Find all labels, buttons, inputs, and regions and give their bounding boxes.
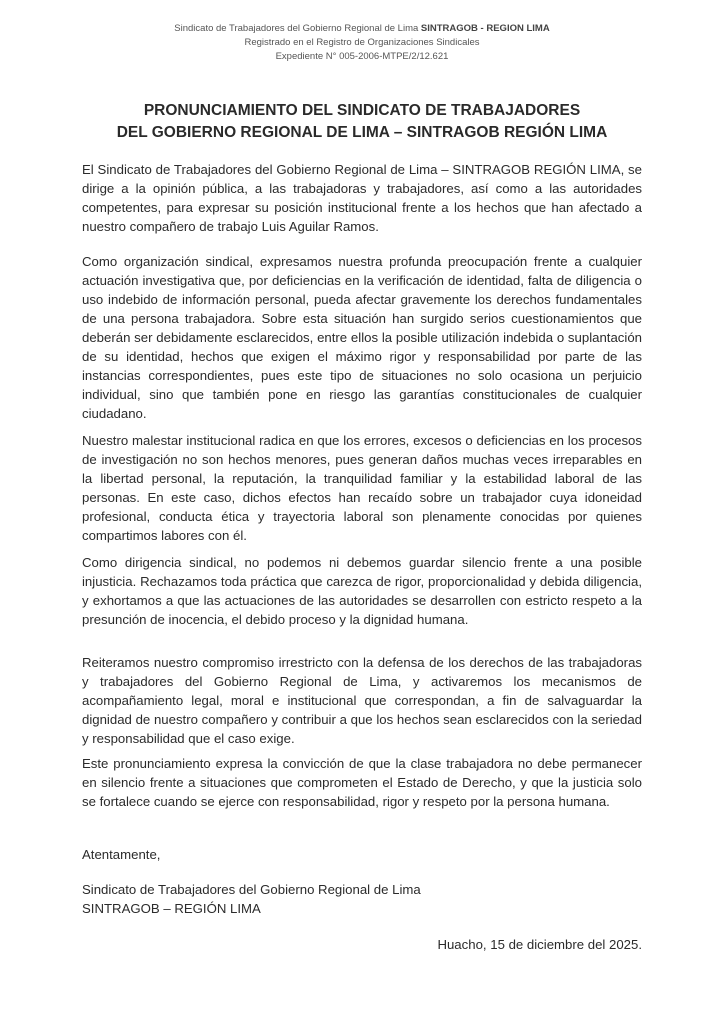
closing-salutation: Atentamente, [82,847,161,862]
paragraph-6: Este pronunciamiento expresa la convicción de que la clase trabajadora no debe permanecer en silencio frente a situaciones que comprometen el Estado de Derecho, y que la justicia solo se fortalece cuando se ejerce con responsabilidad, rigor y respeto por la persona humana. [82,756,642,809]
signature-block [82,880,421,918]
letterhead-org-name: Sindicato de Trabajadores del Gobierno Regional de Lima [174,23,421,34]
letterhead [0,22,724,64]
letterhead-line-3: Expediente N° 005-2006-MTPE/2/12.621 [275,51,449,62]
signature-line-1: Sindicato de Trabajadores del Gobierno Regional de Lima [82,882,421,897]
letterhead-line-1 [0,22,724,36]
title-line-1: PRONUNCIAMIENTO DEL SINDICATO DE TRABAJADORES [143,102,581,119]
paragraph-4: Como dirigencia sindical, no podemos ni debemos guardar silencio frente a una posible injusticia. Rechazamos toda práctica que carezca de rigor, proporcionalidad y debida diligencia, y exhortamos a que las actuaciones de las autoridades se desarrollen con estricto respeto a la presunción de inocencia, el debido proceso y la dignidad humana. [82,555,642,627]
signature-line-2: SINTRAGOB – REGIÓN LIMA [82,901,261,916]
letterhead-org-acronym: SINTRAGOB - REGION LIMA [420,23,550,34]
place-and-date: Huacho, 15 de diciembre del 2025. [437,937,642,952]
paragraph-1: El Sindicato de Trabajadores del Gobierno Regional de Lima – SINTRAGOB REGIÓN LIMA, se dirige a la opinión pública, a las trabajadoras y trabajadores, así como a las autoridades competentes, para expresar su posición institucional frente a los hechos que han afectado a nuestro compañero de trabajo Luis Aguilar Ramos. [82,162,642,234]
title-line-2: DEL GOBIERNO REGIONAL DE LIMA – SINTRAGOB REGIÓN LIMA [116,124,608,141]
document-title [0,100,724,144]
paragraph-3: Nuestro malestar institucional radica en que los errores, excesos o deficiencias en los procesos de investigación no son hechos menores, pues generan daños muchas veces irreparables en la libertad personal, la reputación, la tranquilidad familiar y la estabilidad laboral de las personas. En este caso, dichos efectos han recaído sobre un trabajador cuya idoneidad profesional, conducta ética y trayectoria laboral son plenamente conocidas por quienes compartimos labores con él. [82,433,642,543]
paragraph-5: Reiteramos nuestro compromiso irrestricto con la defensa de los derechos de las trabajadoras y trabajadores del Gobierno Regional de Lima, y activaremos los mecanismos de acompañamiento legal, moral e institucional que correspondan, a fin de salvaguardar la dignidad de nuestro compañero y contribuir a que los hechos sean esclarecidos con la seriedad y responsabilidad que el caso exige. [82,655,642,746]
letterhead-line-2: Registrado en el Registro de Organizaciones Sindicales [244,37,480,48]
paragraph-2: Como organización sindical, expresamos nuestra profunda preocupación frente a cualquier actuación investigativa que, por deficiencias en la verificación de identidad, falta de diligencia o uso indebido de información personal, pueda afectar gravemente los derechos fundamentales de una persona trabajadora. Sobre esta situación han surgido serios cuestionamientos que deberán ser debidamente esclarecidos, entre ellos la posible utilización indebida o suplantación de su identidad, hechos que exigen el máximo rigor y responsabilidad por parte de las instancias correspondientes, pues este tipo de situaciones no solo ocasiona un perjuicio individual, sino que también pone en riesgo las garantías constitucionales de cualquier ciudadano. [82,254,642,421]
